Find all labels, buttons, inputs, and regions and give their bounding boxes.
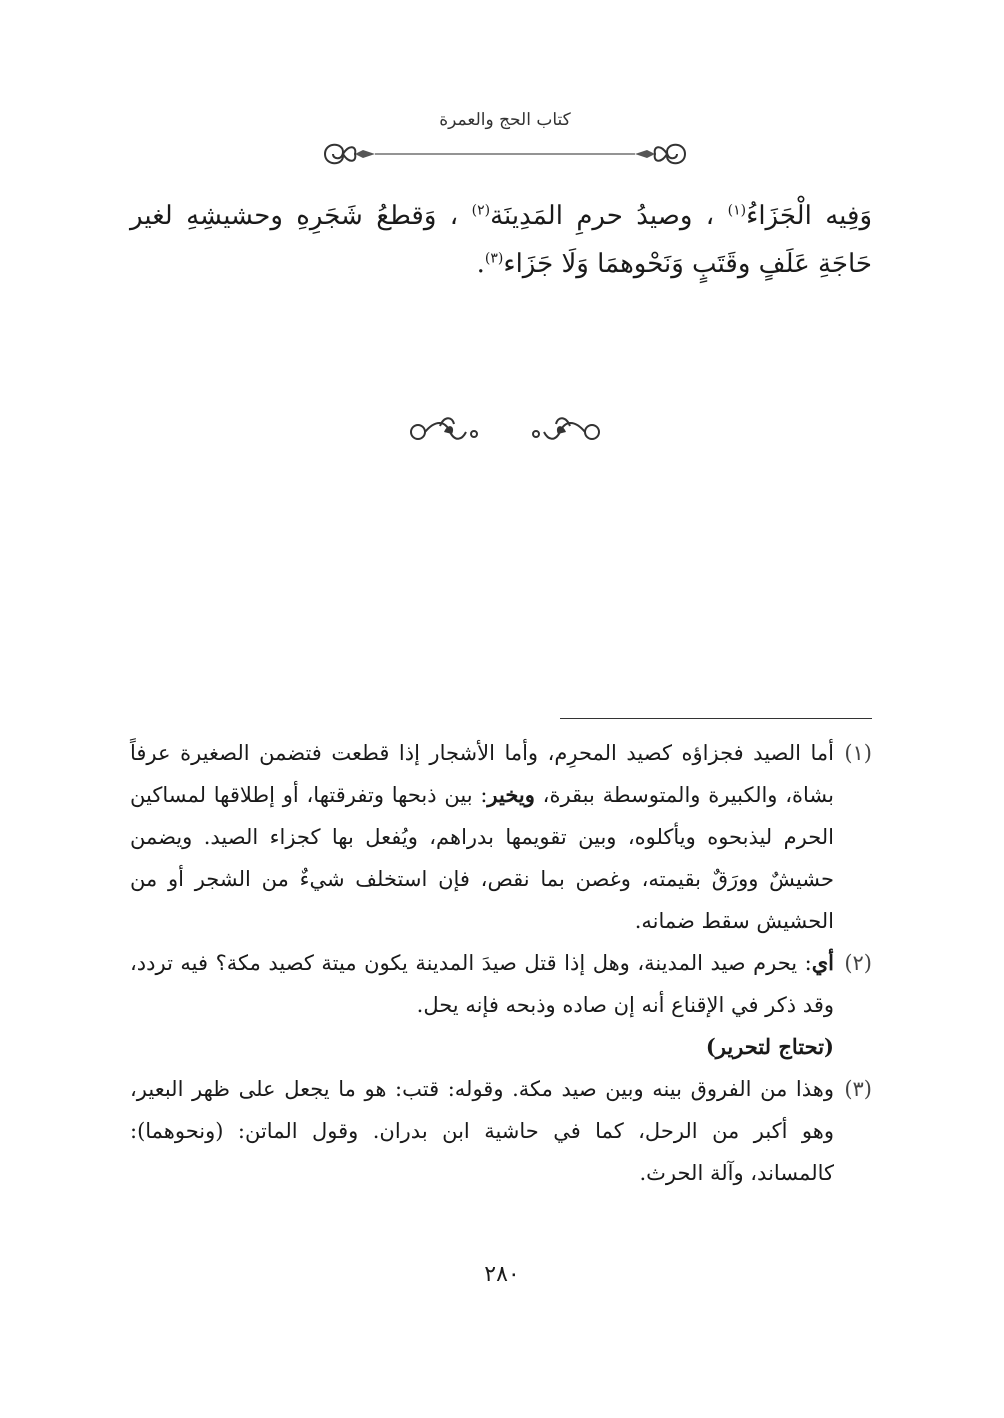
footnote-rest: : بين ذبحها وتفرقتها، أو إطلاقها لمساكين الحرم ليذبحوه ويأكلوه، وبين تقويمها بدراهم، ويُفعل بها كجزاء الصيد. ويضمن حشيشٌ وورَقٌ بقيمته، وغصن بما نقص، فإن استخلف شيءٌ من الشجر أو من الحشيش سقط ضمانه. bbox=[130, 783, 834, 933]
main-text-part: . bbox=[476, 249, 485, 279]
footnote-3 bbox=[130, 1068, 872, 1194]
footnote-2 bbox=[130, 942, 872, 1068]
footnotes bbox=[130, 732, 872, 1194]
footnote-number: (٣) bbox=[844, 1077, 872, 1101]
footnote-separator bbox=[560, 718, 872, 719]
main-text-part: ، وَقطعُ شَجَرِهِ وحشيشِهِ لغير حَاجَةِ عَلَفٍ وقَتَبٍ وَنَحْوهمَا وَلَا جَزَاء bbox=[130, 201, 872, 279]
footnote-ref-3[interactable]: (٣) bbox=[484, 250, 504, 267]
footnote-1 bbox=[130, 732, 872, 942]
footnote-bold: أي bbox=[811, 950, 834, 975]
footnote-number: (٢) bbox=[844, 951, 872, 975]
footnote-rest: : يحرم صيد المدينة، وهل إذا قتل صيدَ المدينة يكون ميتة كصيد مكة؟ فيه تردد، وقد ذكر في الإقناع أنه إن صاده وذبحه فإنه يحل. bbox=[130, 951, 834, 1017]
running-header bbox=[315, 110, 695, 170]
footnote-ref-1[interactable]: (١) bbox=[727, 202, 747, 219]
header-ornament-icon bbox=[315, 134, 695, 174]
footnote-note: (تحتاج لتحرير) bbox=[705, 1034, 834, 1059]
footnote-ref-2[interactable]: (٢) bbox=[471, 202, 491, 219]
footnote-text bbox=[130, 1068, 834, 1194]
section-divider-icon bbox=[400, 412, 610, 448]
footnote-text bbox=[130, 942, 834, 1068]
footnote-number: (١) bbox=[844, 741, 872, 765]
book-title: كتاب الحج والعمرة bbox=[439, 110, 571, 130]
footnote-rest: وهذا من الفروق بينه وبين صيد مكة. وقوله: قتب: هو ما يجعل على ظهر البعير، وهو أكبر من الرحل، كما في حاشية ابن بدران. وقول الماتن: (ونحوهما): كالمساند، وآلة الحرث. bbox=[130, 1077, 834, 1185]
main-text-part: ، وصيدُ حرمِ المَدِينَة bbox=[490, 201, 715, 231]
footnote-text bbox=[130, 732, 834, 942]
footnote-bold: ويخير bbox=[487, 782, 535, 807]
footnote-lead: أما الصيد فجزاؤه كصيد المحرِم، وأما الأشجار إذا قطعت فتضمن الصغيرة عرفاً بشاة، والكبيرة والمتوسطة ببقرة، bbox=[130, 741, 834, 807]
main-text-part: وَفِيه الْجَزَاءُ bbox=[746, 201, 872, 231]
main-text bbox=[130, 192, 872, 288]
page-number: ٢٨٠ bbox=[484, 1262, 520, 1287]
